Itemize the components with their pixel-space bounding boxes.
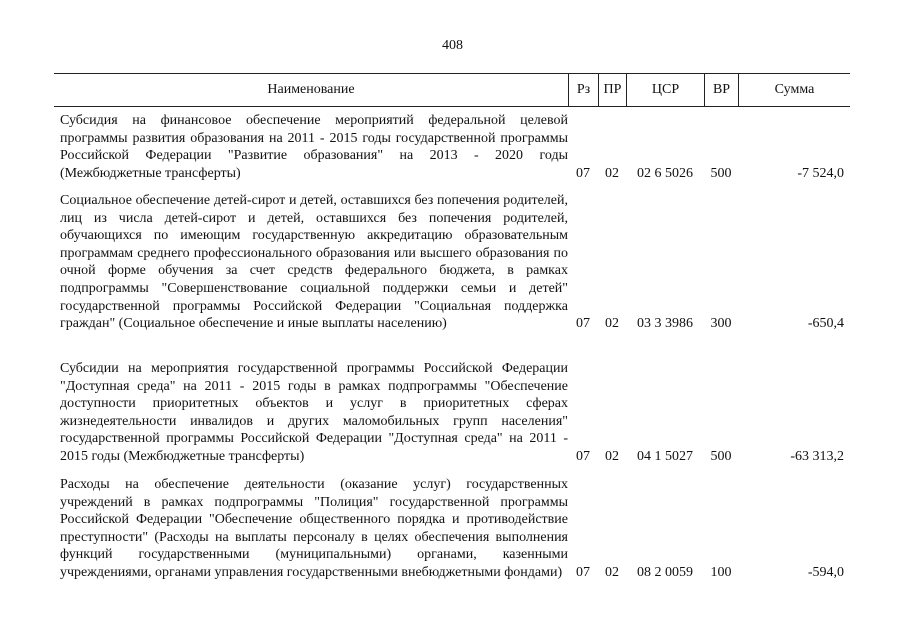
table-row — [54, 192, 850, 333]
header-rz: Рз — [568, 74, 598, 106]
row-csr: 02 6 5026 — [637, 165, 693, 181]
page-number: 408 — [442, 38, 463, 53]
row-sum: -63 313,2 — [790, 448, 844, 464]
row-vr: 300 — [710, 316, 732, 332]
row-sum: -594,0 — [807, 564, 844, 580]
table-row — [54, 360, 850, 466]
row-sum: -650,4 — [807, 316, 844, 332]
row-rz: 07 — [576, 316, 590, 332]
row-pr: 02 — [605, 564, 619, 580]
row-rz: 07 — [576, 448, 590, 464]
row-vr: 500 — [710, 165, 732, 181]
header-name: Наименование — [267, 82, 355, 97]
row-name: Субсидия на финансовое обеспечение мероприятий федеральной целевой программы развития образования на 2011 - 2015 годы государственной программы Российской Федерации "Развитие образования" на 2013 - 2020 годы (Межбюджетные трансферты) — [60, 113, 568, 181]
row-csr: 08 2 0059 — [637, 564, 693, 580]
table-header — [54, 73, 850, 107]
row-rz: 07 — [576, 564, 590, 580]
row-name: Субсидии на мероприятия государственной программы Российской Федерации "Доступная среда" на 2011 - 2015 годы в рамках подпрограммы "Обеспечение доступности приоритетных объектов и услуг в приоритетных сферах жизнедеятельности инвалидов и других маломобильных групп населения" государственной программы Российской Федерации "Доступная среда" на 2011 - 2015 годы (Межбюджетные трансферты) — [60, 361, 568, 464]
table-row — [54, 476, 850, 582]
row-sum: -7 524,0 — [797, 165, 844, 181]
row-pr: 02 — [605, 165, 619, 181]
row-name: Социальное обеспечение детей-сирот и детей, оставшихся без попечения родителей, лиц из числа детей-сирот и детей, оставшихся без попечения родителей, обучающихся по имеющим государственную аккредитацию образовательным программам среднего профессионального образования или высшего образования по очной форме обучения за счет средств федерального бюджета, в рамках подпрограммы "Совершенствование социальной поддержки семьи и детей" государственной программы Российской Федерации "Социальная поддержка граждан" (Социальное обеспечение и иные выплаты населению) — [60, 193, 568, 332]
row-csr: 04 1 5027 — [637, 448, 693, 464]
row-rz: 07 — [576, 165, 590, 181]
row-pr: 02 — [605, 316, 619, 332]
row-vr: 100 — [710, 564, 732, 580]
header-csr: ЦСР — [626, 74, 704, 106]
row-name: Расходы на обеспечение деятельности (оказание услуг) государственных учреждений в рамках подпрограммы "Полиция" государственной программы Российской Федерации "Обеспечение общественного порядка и противодействие преступности" (Расходы на выплаты персоналу в целях обеспечения выполнения функций государственными (муниципальными) органами, казенными учреждениями, органами управления государственными внебюджетными фондами) — [60, 477, 568, 580]
table-row — [54, 112, 850, 182]
header-pr: ПР — [598, 74, 626, 106]
row-csr: 03 3 3986 — [637, 316, 693, 332]
header-vr: ВР — [704, 74, 738, 106]
header-sum: Сумма — [738, 74, 850, 106]
row-pr: 02 — [605, 448, 619, 464]
row-vr: 500 — [710, 448, 732, 464]
